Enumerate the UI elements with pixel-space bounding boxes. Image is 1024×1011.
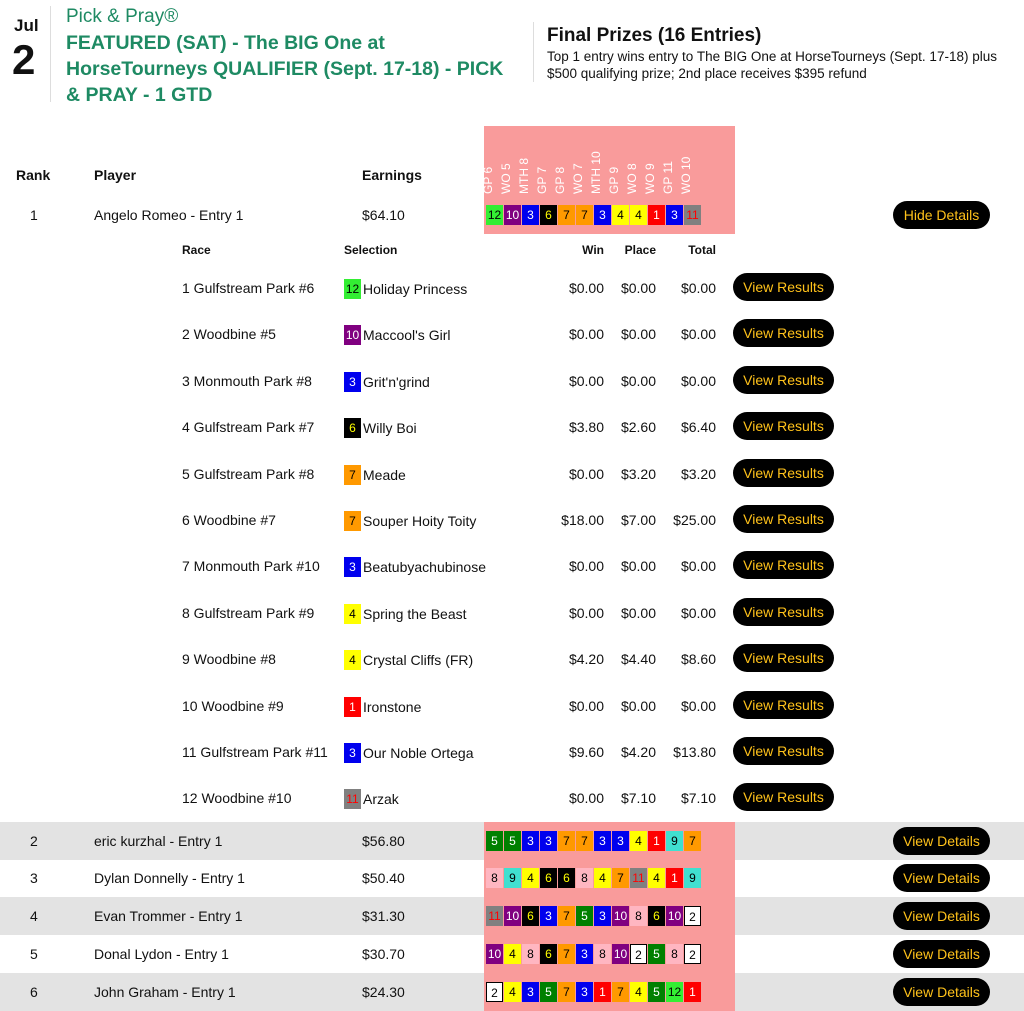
- race-name: 12 Woodbine #10: [182, 790, 292, 807]
- view-results-button[interactable]: View Results: [733, 459, 834, 487]
- detail-race-header: Race: [182, 243, 211, 257]
- selection: [344, 604, 467, 624]
- view-details-button[interactable]: View Details: [893, 864, 990, 892]
- saddlecloth-number: 7: [576, 831, 593, 851]
- picks: [484, 944, 701, 964]
- place-amount: $0.00: [620, 372, 656, 389]
- rank: 4: [30, 908, 38, 924]
- detail-row: [0, 454, 1024, 494]
- detail-row: [0, 407, 1024, 447]
- race-name: 5 Gulfstream Park #8: [182, 465, 315, 482]
- race-name: 9 Woodbine #8: [182, 651, 276, 668]
- view-details-button[interactable]: View Details: [893, 940, 990, 968]
- rank: 6: [30, 984, 38, 1000]
- saddlecloth-number: 7: [558, 205, 575, 225]
- saddlecloth-number: 4: [594, 868, 611, 888]
- view-results-button[interactable]: View Results: [733, 273, 834, 301]
- selection: [344, 325, 450, 345]
- event-subtitle: Pick & Pray®: [66, 6, 179, 27]
- earnings: $24.30: [362, 984, 405, 1000]
- selection: [344, 279, 467, 299]
- player-name: Donal Lydon - Entry 1: [94, 946, 229, 962]
- saddlecloth-number: 6: [540, 944, 557, 964]
- player-name: Evan Trommer - Entry 1: [94, 908, 243, 924]
- saddlecloth-number: 5: [648, 982, 665, 1002]
- picks: [484, 868, 701, 888]
- race-label-text: WO 8: [625, 163, 639, 194]
- race-label-text: GP 11: [661, 161, 675, 194]
- horse-name: Ironstone: [363, 698, 422, 715]
- divider: [50, 6, 51, 102]
- horse-name: Beatubyachubinose: [363, 559, 486, 576]
- player-name: John Graham - Entry 1: [94, 984, 236, 1000]
- race-label-text: WO 10: [679, 156, 693, 194]
- win-amount: $0.00: [568, 372, 604, 389]
- view-details-button[interactable]: View Details: [893, 978, 990, 1006]
- saddlecloth-number: 4: [522, 868, 539, 888]
- saddlecloth-number: 8: [486, 868, 503, 888]
- race-label-text: WO 7: [571, 163, 585, 194]
- saddlecloth-number: 9: [504, 868, 521, 888]
- saddlecloth-number: 3: [522, 205, 539, 225]
- horse-name: Meade: [363, 466, 406, 483]
- saddlecloth-number: 5: [486, 831, 503, 851]
- saddlecloth-number: 5: [540, 982, 557, 1002]
- view-results-button[interactable]: View Results: [733, 412, 834, 440]
- saddlecloth-number: 4: [612, 205, 629, 225]
- saddlecloth-number: 9: [666, 831, 683, 851]
- saddlecloth-number: 3: [344, 743, 361, 763]
- leaderboard-row: [0, 196, 1024, 234]
- saddlecloth-number: 3: [522, 831, 539, 851]
- earnings: $50.40: [362, 870, 405, 886]
- saddlecloth-number: 3: [576, 982, 593, 1002]
- picks: [484, 982, 701, 1002]
- player-name: Angelo Romeo - Entry 1: [94, 207, 244, 223]
- selection: [344, 372, 430, 392]
- rank: 5: [30, 946, 38, 962]
- place-amount: $0.00: [620, 558, 656, 575]
- saddlecloth-number: 1: [666, 868, 683, 888]
- saddlecloth-number: 8: [522, 944, 539, 964]
- selection: [344, 743, 474, 763]
- saddlecloth-number: 4: [648, 868, 665, 888]
- total-amount: $0.00: [680, 697, 716, 714]
- selection: [344, 511, 476, 531]
- saddlecloth-number: 1: [648, 205, 665, 225]
- date-month: Jul: [14, 16, 39, 35]
- saddlecloth-number: 8: [666, 944, 683, 964]
- selection: [344, 789, 399, 809]
- total-amount: $3.20: [680, 465, 716, 482]
- saddlecloth-number: 4: [344, 604, 361, 624]
- saddlecloth-number: 3: [594, 906, 611, 926]
- place-amount: $7.00: [620, 512, 656, 528]
- selection: [344, 557, 486, 577]
- saddlecloth-number: 1: [648, 831, 665, 851]
- saddlecloth-number: 10: [344, 325, 361, 345]
- earnings: $30.70: [362, 946, 405, 962]
- horse-name: Souper Hoity Toity: [363, 513, 477, 529]
- saddlecloth-number: 10: [612, 906, 629, 926]
- leaderboard-row: [0, 822, 1024, 860]
- win-amount: $0.00: [568, 280, 604, 296]
- earnings: $31.30: [362, 908, 405, 924]
- prizes-description: Top 1 entry wins entry to The BIG One at HorseTourneys (Sept. 17-18) plus $500 qualifying prize; 2nd place receives $395 refund: [547, 49, 997, 81]
- race-column-label: [679, 156, 704, 194]
- earnings: $56.80: [362, 833, 405, 849]
- saddlecloth-number: 12: [666, 982, 683, 1002]
- detail-row: [0, 361, 1024, 401]
- saddlecloth-number: 4: [630, 831, 647, 851]
- place-amount: $4.20: [620, 744, 656, 760]
- race-label-text: MTH 10: [589, 151, 603, 194]
- place-amount: $0.00: [620, 604, 656, 621]
- saddlecloth-number: 4: [504, 982, 521, 1002]
- saddlecloth-number: 3: [612, 831, 629, 851]
- saddlecloth-number: 3: [576, 944, 593, 964]
- saddlecloth-number: 12: [486, 205, 503, 225]
- saddlecloth-number: 1: [344, 697, 361, 717]
- saddlecloth-number: 3: [540, 831, 557, 851]
- saddlecloth-number: 8: [630, 906, 647, 926]
- detail-row: [0, 500, 1024, 540]
- earnings: $64.10: [362, 207, 405, 223]
- player-name: Dylan Donnelly - Entry 1: [94, 870, 245, 886]
- race-label-text: MTH 8: [517, 158, 531, 194]
- picks: [484, 906, 701, 926]
- view-details-button[interactable]: View Details: [893, 902, 990, 930]
- selection: [344, 418, 417, 438]
- place-amount: $0.00: [620, 697, 656, 714]
- picks: [484, 205, 701, 225]
- saddlecloth-number: 1: [684, 982, 701, 1002]
- win-amount: $9.60: [568, 744, 604, 760]
- detail-row: [0, 268, 1024, 308]
- detail-row: [0, 593, 1024, 633]
- win-amount: $0.00: [568, 790, 604, 807]
- detail-row: [0, 546, 1024, 586]
- saddlecloth-number: 12: [344, 279, 361, 299]
- view-results-button[interactable]: View Results: [733, 644, 834, 672]
- saddlecloth-number: 4: [630, 205, 647, 225]
- view-results-button[interactable]: View Results: [733, 737, 834, 765]
- saddlecloth-number: 5: [576, 906, 593, 926]
- win-amount: $0.00: [568, 558, 604, 575]
- saddlecloth-number: 7: [612, 868, 629, 888]
- horse-name: Grit'n'grind: [363, 373, 430, 390]
- total-amount: $7.10: [680, 790, 716, 807]
- win-amount: $18.00: [561, 512, 604, 528]
- selection: [344, 465, 406, 485]
- race-label-text: WO 5: [499, 163, 513, 194]
- saddlecloth-number: 5: [504, 831, 521, 851]
- race-name: 11 Gulfstream Park #11: [182, 744, 328, 760]
- horse-name: Arzak: [363, 791, 399, 808]
- horse-name: Willy Boi: [363, 420, 417, 437]
- detail-row: [0, 314, 1024, 354]
- saddlecloth-number: 7: [684, 831, 701, 851]
- saddlecloth-number: 7: [344, 465, 361, 485]
- saddlecloth-number: 6: [558, 868, 575, 888]
- view-results-button[interactable]: View Results: [733, 783, 834, 811]
- horse-name: Our Noble Ortega: [363, 745, 474, 761]
- saddlecloth-number: 2: [684, 906, 701, 926]
- saddlecloth-number: 6: [540, 205, 557, 225]
- race-label-text: GP 7: [535, 166, 549, 194]
- view-results-button[interactable]: View Results: [733, 319, 834, 347]
- saddlecloth-number: 2: [684, 944, 701, 964]
- view-results-button[interactable]: View Results: [733, 366, 834, 394]
- place-amount: $0.00: [620, 280, 656, 296]
- rank-header: Rank: [16, 167, 51, 183]
- saddlecloth-number: 7: [558, 982, 575, 1002]
- race-name: 4 Gulfstream Park #7: [182, 419, 315, 436]
- saddlecloth-number: 10: [504, 205, 521, 225]
- view-results-button[interactable]: View Results: [733, 551, 834, 579]
- race-name: 1 Gulfstream Park #6: [182, 280, 315, 296]
- saddlecloth-number: 6: [540, 868, 557, 888]
- win-amount: $0.00: [568, 465, 604, 482]
- race-label-text: WO 9: [643, 163, 657, 194]
- place-amount: $0.00: [620, 326, 656, 343]
- leaderboard-row: [0, 859, 1024, 897]
- selection: [344, 650, 473, 670]
- saddlecloth-number: 11: [684, 205, 701, 225]
- saddlecloth-number: 11: [630, 868, 647, 888]
- saddlecloth-number: 8: [594, 944, 611, 964]
- rank: 3: [30, 870, 38, 886]
- saddlecloth-number: 3: [594, 831, 611, 851]
- leaderboard-row: [0, 935, 1024, 973]
- total-amount: $0.00: [680, 326, 716, 343]
- view-results-button[interactable]: View Results: [733, 598, 834, 626]
- player-header: Player: [94, 167, 137, 183]
- race-name: 10 Woodbine #9: [182, 697, 284, 714]
- leaderboard-row: [0, 973, 1024, 1011]
- race-label-text: GP 8: [553, 166, 567, 194]
- win-amount: $0.00: [568, 697, 604, 714]
- date-day: 2: [12, 36, 36, 83]
- saddlecloth-number: 6: [344, 418, 361, 438]
- saddlecloth-number: 5: [648, 944, 665, 964]
- win-amount: $0.00: [568, 326, 604, 343]
- detail-selection-header: Selection: [344, 243, 398, 257]
- horse-name: Holiday Princess: [363, 281, 468, 297]
- race-name: 8 Gulfstream Park #9: [182, 604, 315, 621]
- race-name: 7 Monmouth Park #10: [182, 558, 320, 575]
- leaderboard-row: [0, 897, 1024, 935]
- saddlecloth-number: 9: [684, 868, 701, 888]
- horse-name: Crystal Cliffs (FR): [363, 652, 474, 669]
- saddlecloth-number: 7: [558, 944, 575, 964]
- saddlecloth-number: 2: [630, 944, 647, 964]
- saddlecloth-number: 4: [630, 982, 647, 1002]
- prizes-title: Final Prizes (16 Entries): [547, 25, 762, 46]
- detail-place-header: Place: [624, 243, 656, 257]
- saddlecloth-number: 6: [648, 906, 665, 926]
- horse-name: Maccool's Girl: [363, 327, 451, 344]
- saddlecloth-number: 10: [612, 944, 629, 964]
- saddlecloth-number: 10: [504, 906, 521, 926]
- saddlecloth-number: 3: [344, 557, 361, 577]
- total-amount: $0.00: [680, 558, 716, 575]
- place-amount: $7.10: [620, 790, 656, 807]
- event-title: FEATURED (SAT) - The BIG One at HorseTourneys QUALIFIER (Sept. 17-18) - PICK & PRAY - 1 GTD: [66, 32, 504, 106]
- win-amount: $0.00: [568, 604, 604, 621]
- total-amount: $6.40: [680, 419, 716, 436]
- selection: [344, 697, 421, 717]
- divider: [533, 22, 534, 82]
- saddlecloth-number: 3: [594, 205, 611, 225]
- race-name: 6 Woodbine #7: [182, 512, 276, 528]
- saddlecloth-number: 7: [558, 831, 575, 851]
- saddlecloth-number: 3: [540, 906, 557, 926]
- race-name: 2 Woodbine #5: [182, 326, 276, 343]
- saddlecloth-number: 7: [558, 906, 575, 926]
- total-amount: $25.00: [673, 512, 716, 528]
- saddlecloth-number: 11: [486, 906, 503, 926]
- saddlecloth-number: 11: [344, 789, 361, 809]
- total-amount: $13.80: [673, 744, 716, 760]
- player-name: eric kurzhal - Entry 1: [94, 833, 223, 849]
- saddlecloth-number: 7: [344, 511, 361, 531]
- view-details-button[interactable]: View Details: [893, 827, 990, 855]
- saddlecloth-number: 10: [666, 906, 683, 926]
- win-amount: $4.20: [568, 651, 604, 668]
- saddlecloth-number: 3: [344, 372, 361, 392]
- rank: 2: [30, 833, 38, 849]
- race-name: 3 Monmouth Park #8: [182, 372, 312, 389]
- rank: 1: [30, 207, 38, 223]
- saddlecloth-number: 1: [594, 982, 611, 1002]
- view-results-button[interactable]: View Results: [733, 505, 834, 533]
- total-amount: $0.00: [680, 280, 716, 296]
- saddlecloth-number: 6: [522, 906, 539, 926]
- race-label-text: GP 9: [607, 166, 621, 194]
- saddlecloth-number: 10: [486, 944, 503, 964]
- view-results-button[interactable]: View Results: [733, 691, 834, 719]
- saddlecloth-number: 2: [486, 982, 503, 1002]
- place-amount: $3.20: [620, 465, 656, 482]
- horse-name: Spring the Beast: [363, 605, 467, 622]
- saddlecloth-number: 4: [344, 650, 361, 670]
- detail-win-header: Win: [582, 243, 604, 257]
- win-amount: $3.80: [568, 419, 604, 436]
- detail-row: [0, 639, 1024, 679]
- detail-total-header: Total: [688, 243, 716, 257]
- saddlecloth-number: 8: [576, 868, 593, 888]
- saddlecloth-number: 3: [522, 982, 539, 1002]
- saddlecloth-number: 3: [666, 205, 683, 225]
- saddlecloth-number: 4: [504, 944, 521, 964]
- race-label-text: GP 6: [481, 166, 495, 194]
- detail-row: [0, 686, 1024, 726]
- detail-row: [0, 732, 1024, 772]
- hide-details-button[interactable]: Hide Details: [893, 201, 990, 229]
- total-amount: $8.60: [680, 651, 716, 668]
- saddlecloth-number: 7: [612, 982, 629, 1002]
- place-amount: $2.60: [620, 419, 656, 436]
- place-amount: $4.40: [620, 651, 656, 668]
- saddlecloth-number: 7: [576, 205, 593, 225]
- earnings-header: Earnings: [362, 167, 422, 183]
- picks: [484, 831, 701, 851]
- total-amount: $0.00: [680, 372, 716, 389]
- total-amount: $0.00: [680, 604, 716, 621]
- detail-row: [0, 778, 1024, 818]
